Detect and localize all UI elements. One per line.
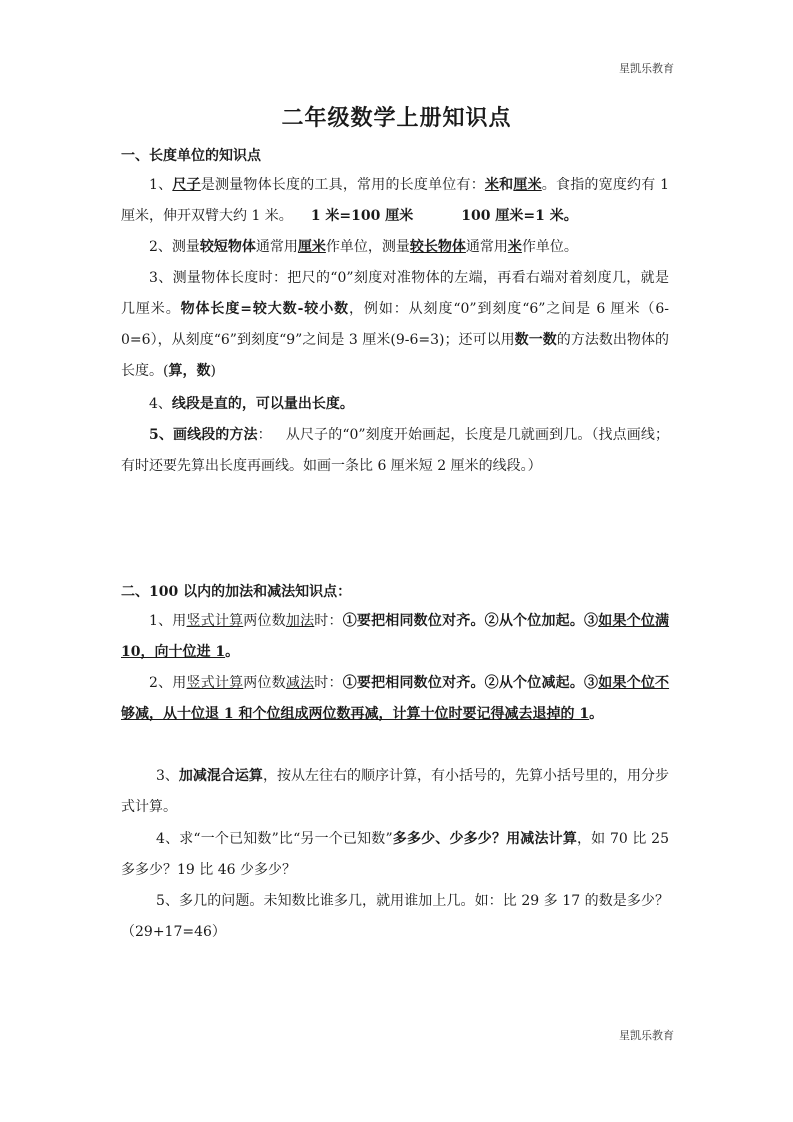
section2-para-1: 1、用竖式计算两位数加法时：①要把相同数位对齐。②从个位加起。③如果个位满 10，向十位进 1。 <box>121 613 670 660</box>
section2-para-3: 3、加减混合运算，按从左往右的顺序计算，有小括号的，先算小括号里的，用分步式计算。 <box>121 768 669 815</box>
section1-para-2: 2、测量较短物体通常用厘米作单位，测量较长物体通常用米作单位。 <box>149 239 578 255</box>
formula-1: 1 米=100 厘米 <box>310 208 414 224</box>
section1-para-3: 3、测量物体长度时：把尺的“0”刻度对准物体的左端，再看右端对着刻度几，就是几厘米。物体长度=较大数-较小数，例如：从刻度“0”到刻度“6”之间是 6 厘米（6-0=6），从刻度“6”到刻度“9”之间是 3 厘米(9-6=3)；还可以用数一数的方法数出物体的长度。(算，数) <box>121 270 670 379</box>
section2-heading: 二、100 以内的加法和减法知识点： <box>121 584 352 600</box>
length-formula: 物体长度=较大数-较小数 <box>180 301 350 317</box>
section1-para-5: 5、画线段的方法： 从尺子的“0”刻度开始画起，长度是几就画到几。（找点画线；有时还要先算出长度再画线。如画一条比 6 厘米短 2 厘米的线段。） <box>121 427 669 474</box>
formula-2: 100 厘米=1 米。 <box>461 208 578 224</box>
section2-para-4: 4、求“一个已知数”比“另一个已知数”多多少、少多少？用减法计算，如 70 比 25 多多少？19 比 46 少多少？ <box>121 831 670 878</box>
term-limi: 厘米 <box>513 177 542 193</box>
carry-rule: 如果个位满 10，向十位进 1 <box>121 613 670 660</box>
section2-para-5: 5、多几的问题。未知数比谁多几，就用谁加上几。如：比 29 多 17 的数是多少？（29+17=46） <box>121 893 669 940</box>
section1-heading-b: 知识点 <box>219 148 261 164</box>
header-brand: 星凯乐教育 <box>619 62 674 75</box>
section1-heading <box>121 145 261 165</box>
section1-para-4: 4、线段是直的，可以量出长度。 <box>149 396 354 412</box>
section1-heading-a: 一、长度单位的 <box>121 148 219 164</box>
term-ruler: 尺子 <box>172 177 201 193</box>
section2-para-2: 2、用竖式计算两位数减法时：①要把相同数位对齐。②从个位减起。③如果个位不够减，从十位退 1 和个位组成两位数再减，计算十位时要记得减去退掉的 1。 <box>121 675 670 722</box>
borrow-rule: 如果个位不够减，从十位退 1 和个位组成两位数再减，计算十位时要记得减去退掉的 1 <box>121 675 670 722</box>
footer-brand: 星凯乐教育 <box>619 1029 674 1042</box>
section1-para-1: 1、尺子是测量物体长度的工具，常用的长度单位有：米和厘米。食指的宽度约有 1 厘米，伸开双臂大约 1 米。 1 米=100 厘米 100 厘米=1 米。 <box>121 177 670 224</box>
term-mi: 米 <box>484 177 500 193</box>
page-title: 二年级数学上册知识点 <box>281 105 512 131</box>
